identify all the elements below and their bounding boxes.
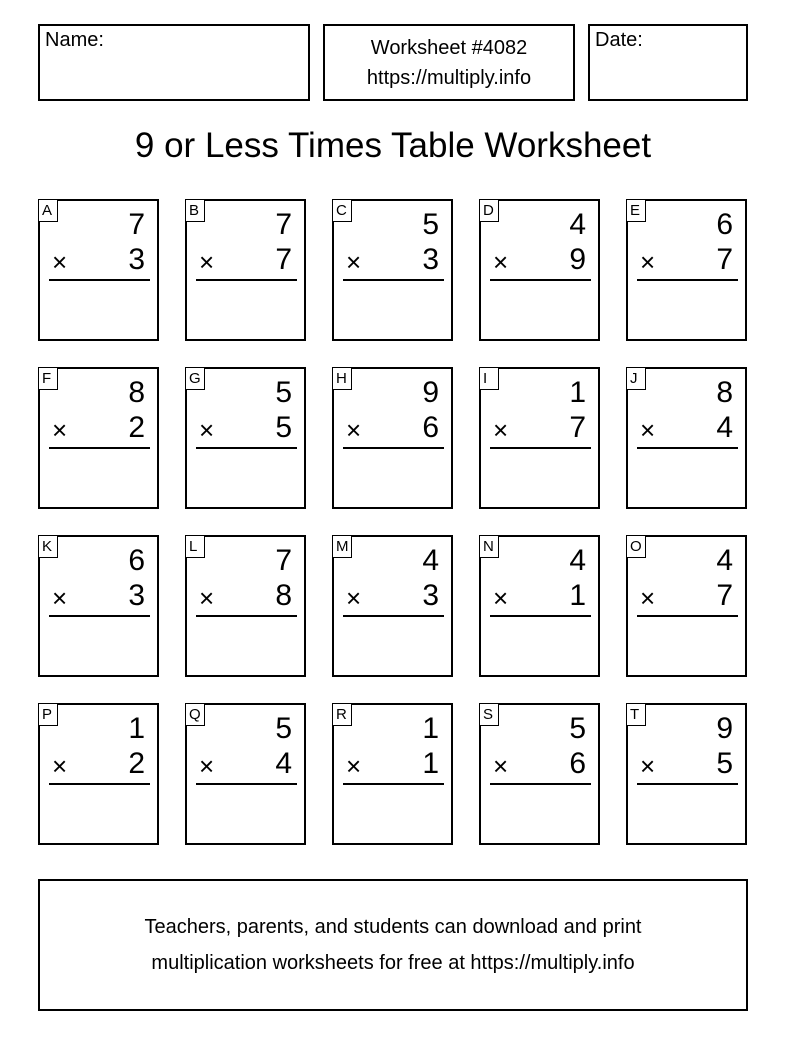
problem-letter: M: [332, 535, 352, 558]
answer-line: [343, 447, 444, 449]
problem-card[interactable]: [38, 535, 159, 677]
multiplier: 5: [275, 411, 292, 444]
multiply-sign: ×: [199, 415, 215, 445]
multiplicand: 4: [569, 208, 586, 241]
multiplicand: 1: [422, 712, 439, 745]
worksheet-number: Worksheet #4082: [370, 37, 528, 59]
worksheet-url: https://multiply.info: [366, 67, 532, 89]
multiplier: 2: [128, 411, 145, 444]
name-field-box[interactable]: [38, 24, 310, 101]
multiplicand: 7: [275, 544, 292, 577]
multiply-sign: ×: [346, 415, 362, 445]
problem-letter: J: [626, 367, 646, 390]
problem-card[interactable]: [479, 535, 600, 677]
problem-letter: L: [185, 535, 205, 558]
problem-letter: B: [185, 199, 205, 222]
multiplier: 2: [128, 747, 145, 780]
multiply-sign: ×: [493, 583, 509, 613]
problem-grid: [38, 199, 748, 845]
multiplicand: 9: [716, 712, 733, 745]
multiplicand: 1: [569, 376, 586, 409]
problem-card[interactable]: [38, 199, 159, 341]
multiply-sign: ×: [52, 415, 68, 445]
multiplier: 1: [569, 579, 586, 612]
problem-letter: E: [626, 199, 646, 222]
footer-text-line-2: multiplication worksheets for free at https://multiply.info: [151, 952, 635, 974]
multiply-sign: ×: [640, 415, 656, 445]
multiplicand: 6: [128, 544, 145, 577]
multiplicand: 5: [275, 376, 292, 409]
multiply-sign: ×: [493, 751, 509, 781]
answer-line: [49, 279, 150, 281]
multiplier: 7: [275, 243, 292, 276]
problem-card[interactable]: [479, 367, 600, 509]
problem-card[interactable]: [38, 703, 159, 845]
multiply-sign: ×: [346, 583, 362, 613]
problem-card[interactable]: [185, 199, 306, 341]
multiplier: 6: [422, 411, 439, 444]
worksheet-info-box: [323, 24, 575, 101]
multiply-sign: ×: [52, 583, 68, 613]
multiplier: 9: [569, 243, 586, 276]
problem-letter: Q: [185, 703, 205, 726]
multiply-sign: ×: [640, 247, 656, 277]
multiplier: 3: [128, 243, 145, 276]
name-label: Name:: [45, 29, 104, 51]
multiplier: 6: [569, 747, 586, 780]
problem-letter: G: [185, 367, 205, 390]
problem-card[interactable]: [332, 703, 453, 845]
multiplicand: 4: [716, 544, 733, 577]
multiplicand: 4: [422, 544, 439, 577]
answer-line: [637, 783, 738, 785]
problem-letter: C: [332, 199, 352, 222]
problem-letter: A: [38, 199, 58, 222]
answer-line: [49, 615, 150, 617]
answer-line: [490, 615, 591, 617]
problem-card[interactable]: [185, 535, 306, 677]
answer-line: [196, 279, 297, 281]
multiplier: 7: [716, 579, 733, 612]
problem-card[interactable]: [185, 703, 306, 845]
problem-letter: N: [479, 535, 499, 558]
answer-line: [196, 447, 297, 449]
multiplier: 5: [716, 747, 733, 780]
multiplier: 3: [422, 243, 439, 276]
multiply-sign: ×: [199, 583, 215, 613]
problem-letter: T: [626, 703, 646, 726]
problem-letter: I: [479, 367, 499, 390]
problem-letter: K: [38, 535, 58, 558]
multiplicand: 5: [275, 712, 292, 745]
problem-letter: D: [479, 199, 499, 222]
multiplier: 7: [569, 411, 586, 444]
multiplicand: 4: [569, 544, 586, 577]
answer-line: [196, 783, 297, 785]
multiplicand: 6: [716, 208, 733, 241]
answer-line: [49, 783, 150, 785]
problem-card[interactable]: [38, 367, 159, 509]
multiplier: 3: [422, 579, 439, 612]
footer-text-line-1: Teachers, parents, and students can download and print: [144, 916, 642, 938]
problem-card[interactable]: [479, 703, 600, 845]
problem-letter: F: [38, 367, 58, 390]
answer-line: [637, 615, 738, 617]
answer-line: [343, 279, 444, 281]
multiplicand: 1: [128, 712, 145, 745]
multiplicand: 8: [128, 376, 145, 409]
footer-box: [38, 879, 748, 1011]
answer-line: [490, 783, 591, 785]
answer-line: [343, 615, 444, 617]
multiplier: 3: [128, 579, 145, 612]
multiply-sign: ×: [346, 247, 362, 277]
answer-line: [637, 447, 738, 449]
answer-line: [490, 447, 591, 449]
answer-line: [196, 615, 297, 617]
multiply-sign: ×: [52, 247, 68, 277]
problem-card[interactable]: [626, 367, 747, 509]
multiplier: 8: [275, 579, 292, 612]
problem-letter: R: [332, 703, 352, 726]
problem-card[interactable]: [626, 535, 747, 677]
multiplicand: 8: [716, 376, 733, 409]
multiplicand: 5: [422, 208, 439, 241]
problem-card[interactable]: [626, 199, 747, 341]
multiply-sign: ×: [640, 583, 656, 613]
multiplier: 4: [716, 411, 733, 444]
problem-letter: O: [626, 535, 646, 558]
problem-card[interactable]: [626, 703, 747, 845]
problem-card[interactable]: [332, 199, 453, 341]
multiply-sign: ×: [640, 751, 656, 781]
multiplicand: 7: [275, 208, 292, 241]
multiply-sign: ×: [199, 751, 215, 781]
problem-card[interactable]: [332, 535, 453, 677]
answer-line: [343, 783, 444, 785]
multiplier: 1: [422, 747, 439, 780]
multiplicand: 9: [422, 376, 439, 409]
multiply-sign: ×: [52, 751, 68, 781]
answer-line: [49, 447, 150, 449]
problem-card[interactable]: [479, 199, 600, 341]
problem-card[interactable]: [185, 367, 306, 509]
multiply-sign: ×: [346, 751, 362, 781]
worksheet-title: 9 or Less Times Table Worksheet: [134, 126, 652, 165]
date-field-box[interactable]: [588, 24, 748, 101]
problem-letter: P: [38, 703, 58, 726]
answer-line: [637, 279, 738, 281]
multiply-sign: ×: [199, 247, 215, 277]
multiplier: 4: [275, 747, 292, 780]
problem-letter: H: [332, 367, 352, 390]
multiplier: 7: [716, 243, 733, 276]
answer-line: [490, 279, 591, 281]
problem-letter: S: [479, 703, 499, 726]
date-label: Date:: [595, 29, 643, 51]
multiply-sign: ×: [493, 415, 509, 445]
multiplicand: 7: [128, 208, 145, 241]
multiply-sign: ×: [493, 247, 509, 277]
problem-card[interactable]: [332, 367, 453, 509]
multiplicand: 5: [569, 712, 586, 745]
